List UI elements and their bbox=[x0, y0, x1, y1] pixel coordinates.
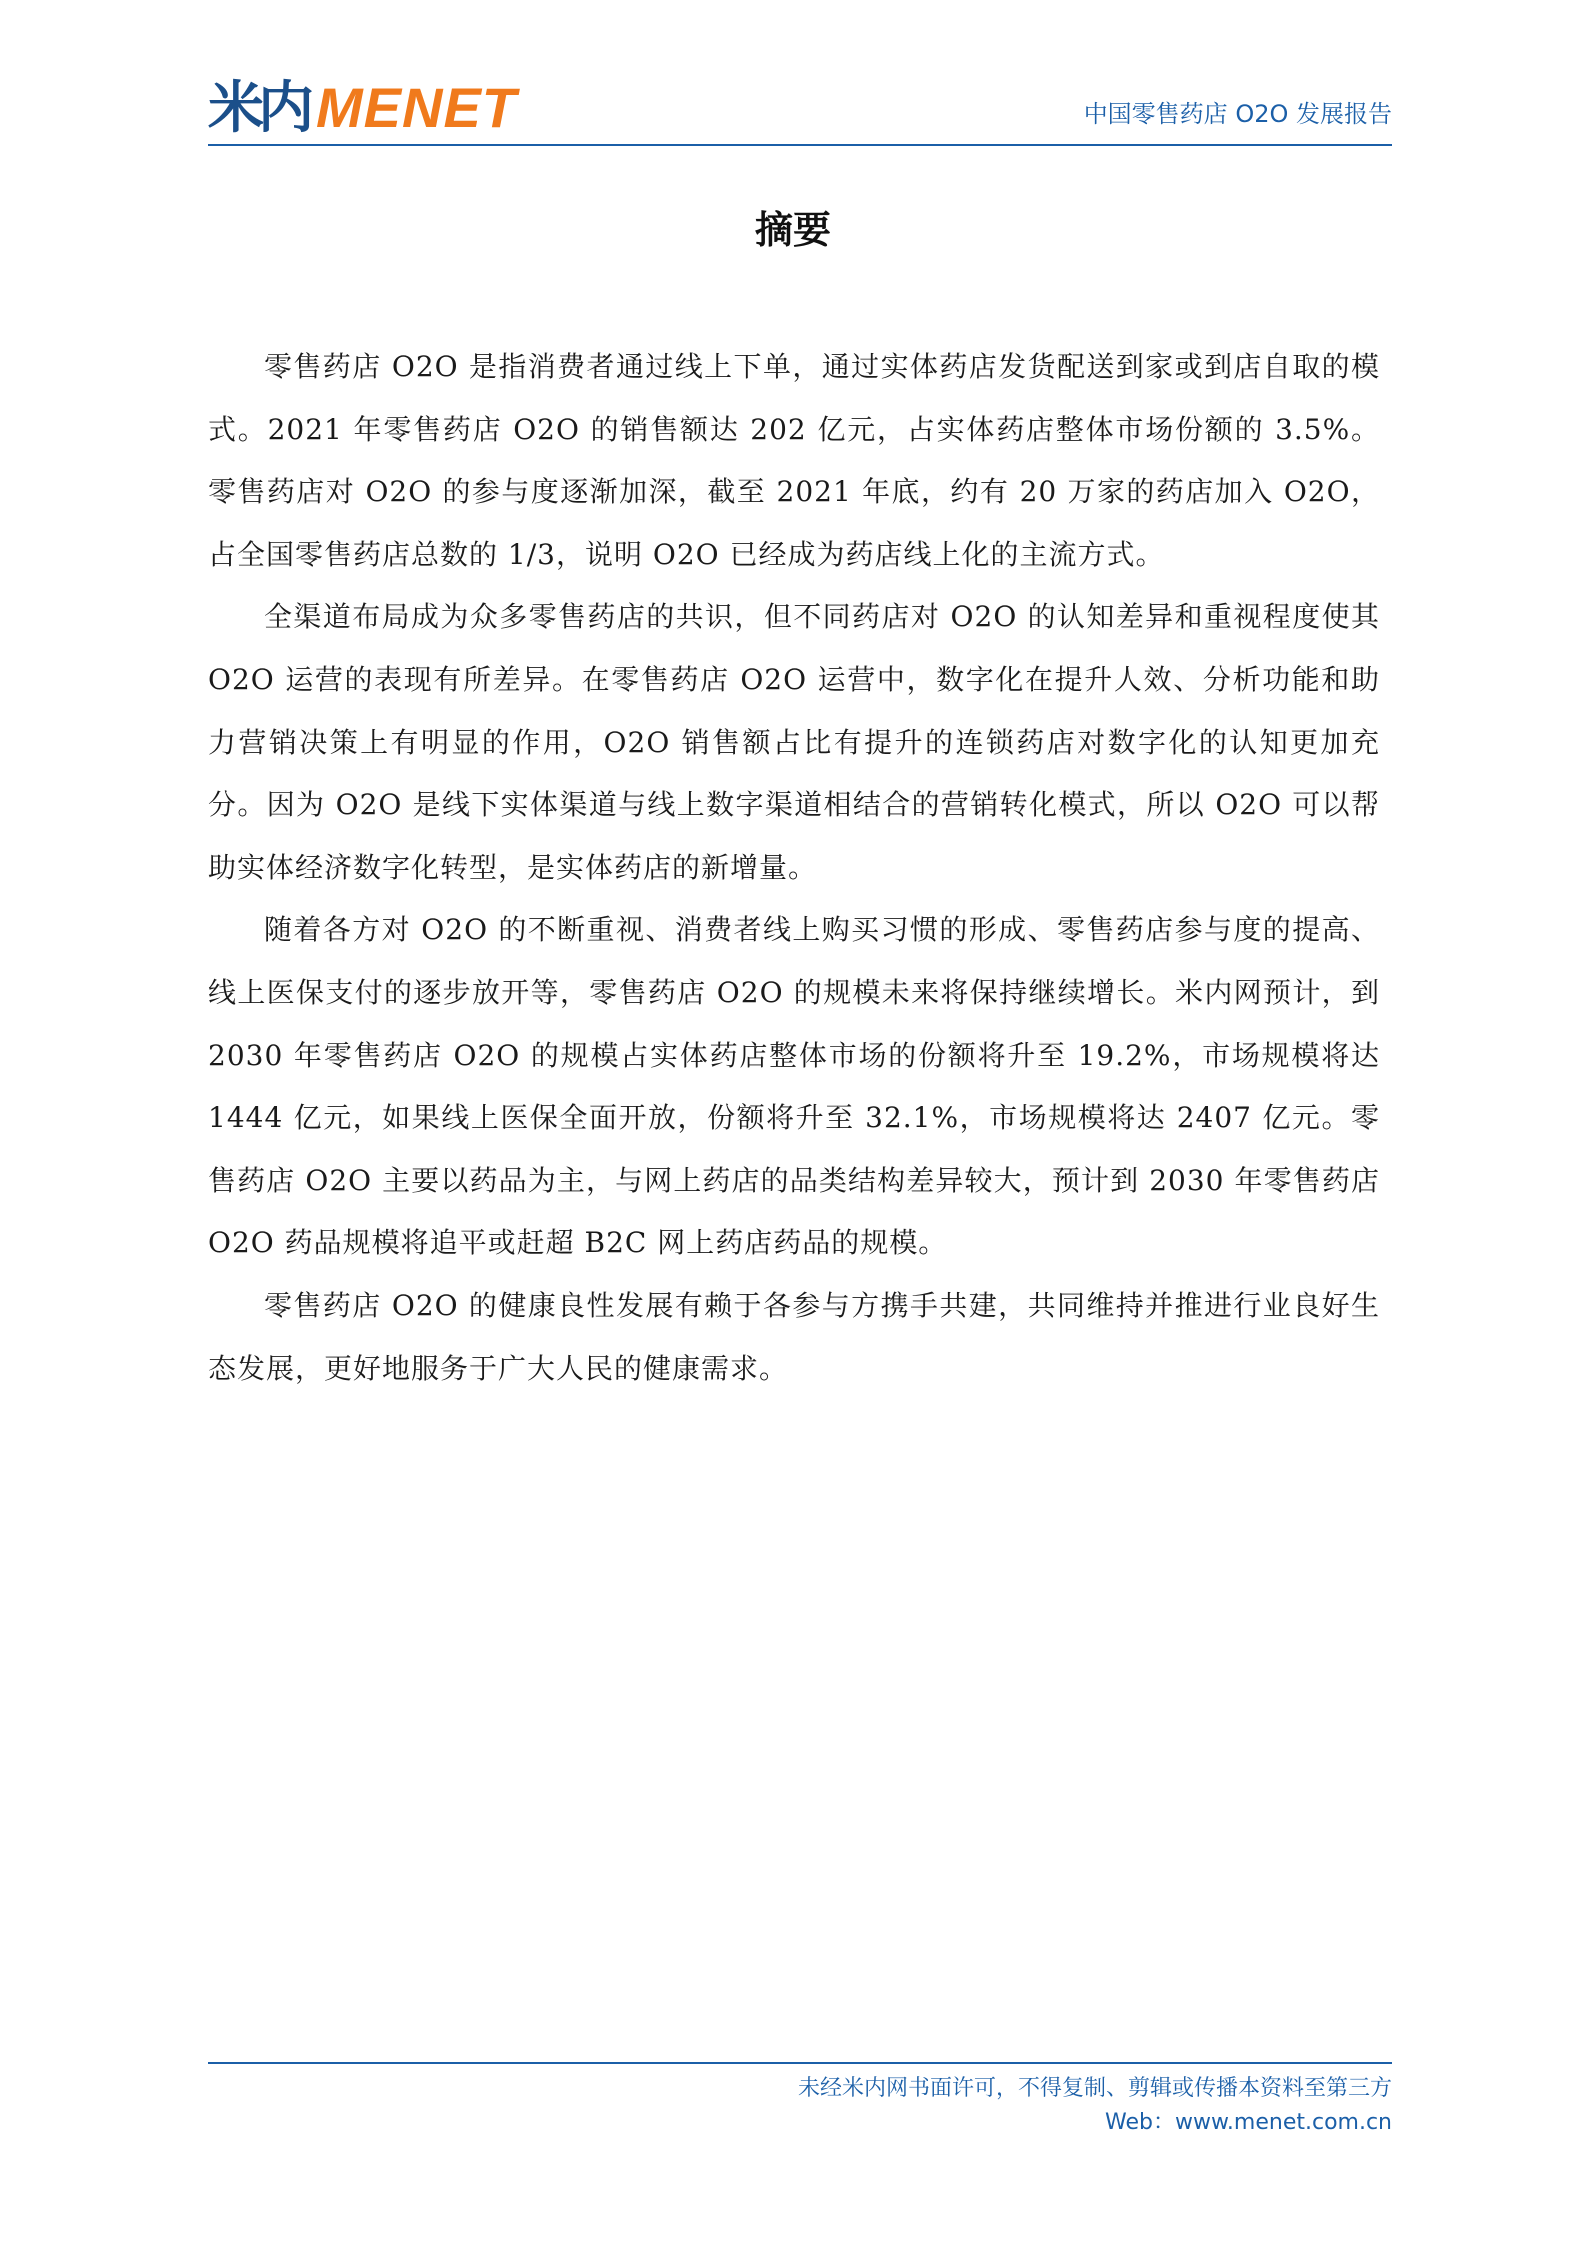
paragraph: 零售药店 O2O 的健康良性发展有赖于各参与方携手共建，共同维持并推进行业良好生态发展，更好地服务于广大人民的健康需求。 bbox=[208, 1288, 1380, 1385]
menet-logo bbox=[208, 78, 517, 139]
page-title: 摘要 bbox=[754, 208, 831, 252]
logo-english-text: MENET bbox=[316, 76, 517, 139]
footer-divider bbox=[208, 2062, 1392, 2064]
logo-chinese-text: 米内 bbox=[208, 76, 308, 141]
report-title: 中国零售药店 O2O 发展报告 bbox=[1083, 100, 1392, 128]
paragraph: 随着各方对 O2O 的不断重视、消费者线上购买习惯的形成、零售药店参与度的提高、线上医保支付的逐步放开等，零售药店 O2O 的规模未来将保持继续增长。米内网预计，到 2030 年零售药店 O2O 的规模占实体药店整体市场的份额将升至 19.2%，市场规模将达 1444 亿元，如果线上医保全面开放，份额将升至 32.1%，市场规模将达 2407 亿元。零售药店 O2O 主要以药品为主，与网上药店的品类结构差异较大，预计到 2030 年零售药店 O2O 药品规模将追平或赶超 B2C 网上药店药品的规模。 bbox=[208, 913, 1380, 1260]
paragraph: 全渠道布局成为众多零售药店的共识，但不同药店对 O2O 的认知差异和重视程度使其 O2O 运营的表现有所差异。在零售药店 O2O 运营中，数字化在提升人效、分析功能和助力营销决策上有明显的作用，O2O 销售额占比有提升的连锁药店对数字化的认知更加充分。因为 O2O 是线下实体渠道与线上数字渠道相结合的营销转化模式，所以 O2O 可以帮助实体经济数字化转型，是实体药店的新增量。 bbox=[208, 600, 1380, 884]
page-footer bbox=[798, 2072, 1392, 2140]
copyright-notice: 未经米内网书面许可，不得复制、剪辑或传播本资料至第三方 bbox=[797, 2076, 1392, 2101]
website-link[interactable]: Web：www.menet.com.cn bbox=[1105, 2110, 1392, 2135]
header-divider bbox=[208, 144, 1392, 146]
paragraph: 零售药店 O2O 是指消费者通过线上下单，通过实体药店发货配送到家或到店自取的模式。2021 年零售药店 O2O 的销售额达 202 亿元，占实体药店整体市场份额的 3.5%。零售药店对 O2O 的参与度逐渐加深，截至 2021 年底，约有 20 万家的药店加入 O2O，占全国零售药店总数的 1/3，说明 O2O 已经成为药店线上化的主流方式。 bbox=[208, 350, 1380, 571]
abstract-body bbox=[208, 336, 1380, 1400]
page-header bbox=[208, 78, 1392, 144]
